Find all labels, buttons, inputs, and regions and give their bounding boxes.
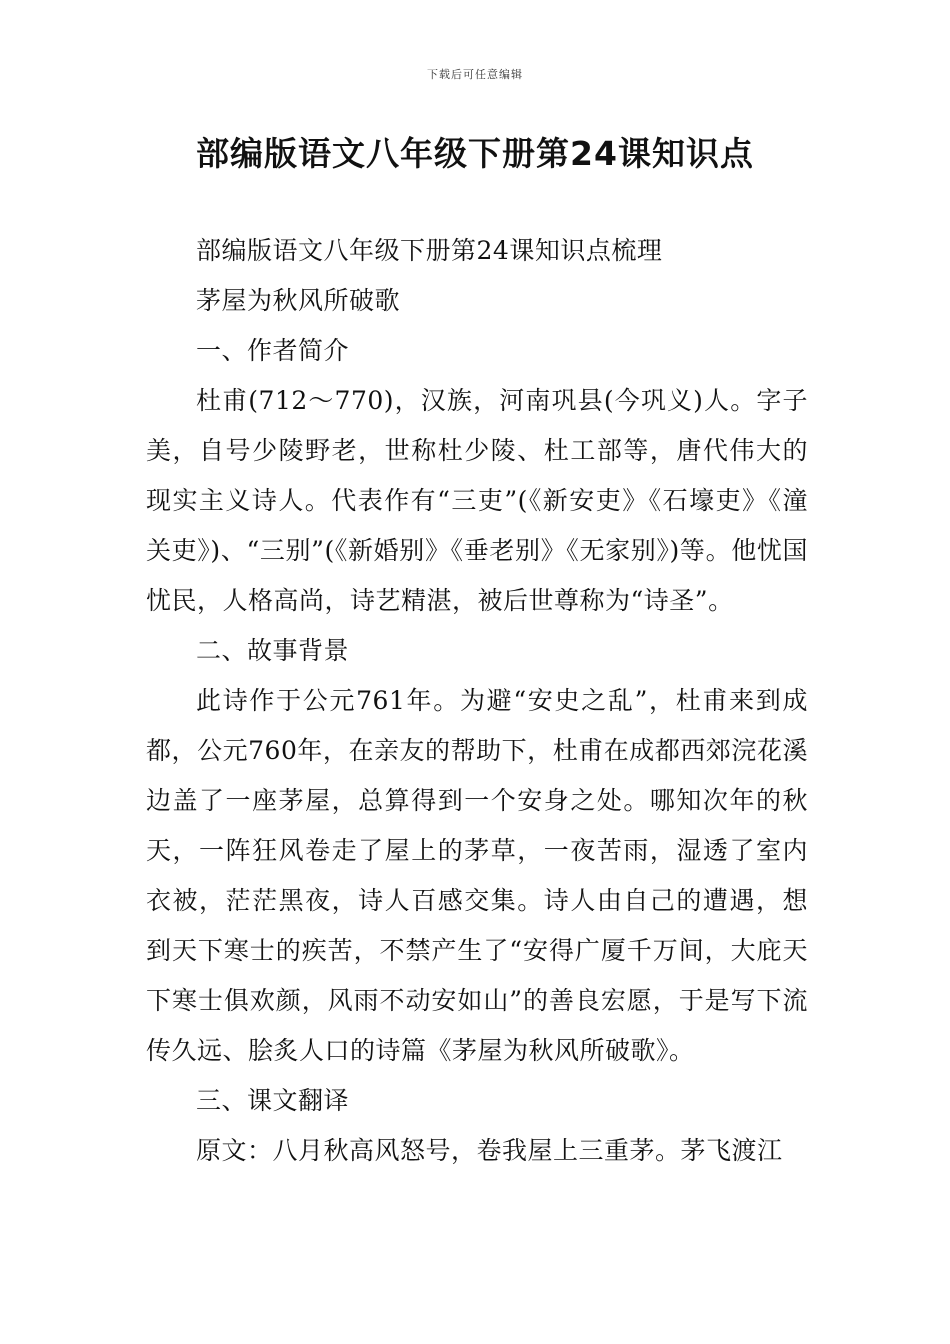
original-text-paragraph: 原文：八月秋高风怒号，卷我屋上三重茅。茅飞渡江 xyxy=(196,1136,783,1165)
subtitle-paragraph: 部编版语文八年级下册第24课知识点梳理 xyxy=(196,236,663,265)
section-heading-background: 二、故事背景 xyxy=(196,636,350,665)
section-heading-translation: 三、课文翻译 xyxy=(196,1086,350,1115)
poem-title-paragraph: 茅屋为秋风所破歌 xyxy=(196,286,401,315)
background-paragraph: 此诗作于公元761年。为避“安史之乱”，杜甫来到成都，公元760年，在亲友的帮助下，杜甫在成都西郊浣花溪边盖了一座茅屋，总算得到一个安身之处。哪知次年的秋天，一阵狂风卷走了屋上的茅草，一夜苦雨，湿透了室内衣被，茫茫黑夜，诗人百感交集。诗人由自己的遭遇，想到天下寒士的疾苦，不禁产生了“安得广厦千万间，大庇天下寒士俱欢颜，风雨不动安如山”的善良宏愿，于是写下流传久远、脍炙人口的诗篇《茅屋为秋风所破歌》。 xyxy=(146,686,808,1065)
author-paragraph: 杜甫(712～770)，汉族，河南巩县(今巩义)人。字子美，自号少陵野老，世称杜少陵、杜工部等，唐代伟大的现实主义诗人。代表作有“三吏”(《新安吏》《石壕吏》《潼关吏》)、“三别”(《新婚别》《垂老别》《无家别》)等。他忧国忧民，人格高尚，诗艺精湛，被后世尊称为“诗圣”。 xyxy=(146,386,808,615)
header-note: 下载后可任意编辑 xyxy=(427,68,523,81)
document-body xyxy=(146,226,808,1176)
section-heading-author: 一、作者简介 xyxy=(196,336,350,365)
document-title: 部编版语文八年级下册第24课知识点 xyxy=(196,134,754,173)
